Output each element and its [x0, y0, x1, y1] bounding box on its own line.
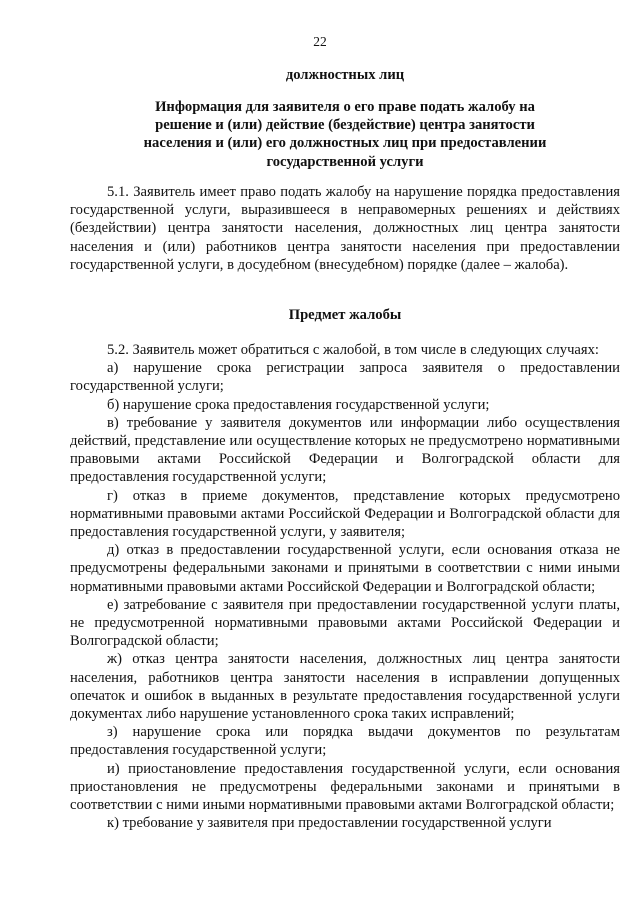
section-5-1	[70, 183, 620, 274]
continuation-heading: должностных лиц	[285, 67, 405, 83]
list-item-b: б) нарушение срока предоставления государственной услуги;	[107, 396, 490, 413]
list-item-e: е) затребование с заявителя при предоставлении государственной услуги платы, не предусмотренной нормативными правовыми актами Российской Федерации и Волгоградской области;	[70, 596, 620, 650]
list-item-k: к) требование у заявителя при предоставлении государственной услуги	[107, 815, 552, 832]
info-heading: Информация для заявителя о его праве подать жалобу на решение и (или) действие (бездействие) центра занятости населения и (или) его должностных лиц при предоставлении государственной услуги	[143, 99, 547, 170]
section-5-2	[70, 341, 620, 832]
paragraph-5-2: 5.2. Заявитель может обратиться с жалобой, в том числе в следующих случаях:	[107, 342, 599, 358]
subject-heading: Предмет жалобы	[288, 307, 402, 323]
list-item-z: з) нарушение срока или порядка выдачи документов по результатам предоставления государственной услуги;	[70, 724, 620, 759]
list-item-g: г) отказ в приеме документов, представление которых предусмотрено нормативными правовыми актами Российской Федерации и Волгоградской области для предоставления государственной услуги, у заявителя;	[70, 487, 620, 541]
list-item-a: а) нарушение срока регистрации запроса заявителя о предоставлении государственной услуги;	[70, 360, 620, 395]
list-item-v: в) требование у заявителя документов или информации либо осуществления действий, представление или осуществление которых не предусмотрено нормативными правовыми актами Российской Федерации и Волгоградской области для предоставления государственной услуги;	[70, 414, 620, 486]
list-item-i: и) приостановление предоставления государственной услуги, если основания приостановления не предусмотрены федеральными законами и принятыми в соответствии с ними иными нормативными правовыми актами Волгоградской области;	[70, 760, 620, 814]
list-item-d: д) отказ в предоставлении государственной услуги, если основания отказа не предусмотрены федеральными законами и принятыми в соответствии с ними иными нормативными правовыми актами Российской Федерации и Волгоградской области;	[70, 542, 620, 595]
list-item-zh: ж) отказ центра занятости населения, должностных лиц центра занятости населения, работников центра занятости населения в исправлении допущенных опечаток и ошибок в выданных в результате предоставления государственной услуги документах либо нарушение установленного срока таких исправлений;	[70, 651, 620, 723]
paragraph-5-1: 5.1. Заявитель имеет право подать жалобу на нарушение порядка предоставления государственной услуги, выразившееся в неправомерных решениях и действиях (бездействии) центра занятости населения, должностных лиц центра занятости населения и (или) работников центра занятости населения при предоставлении государственной услуги, в досудебном (внесудебном) порядке (далее – жалоба).	[70, 184, 620, 273]
page-number: 22	[313, 34, 327, 49]
